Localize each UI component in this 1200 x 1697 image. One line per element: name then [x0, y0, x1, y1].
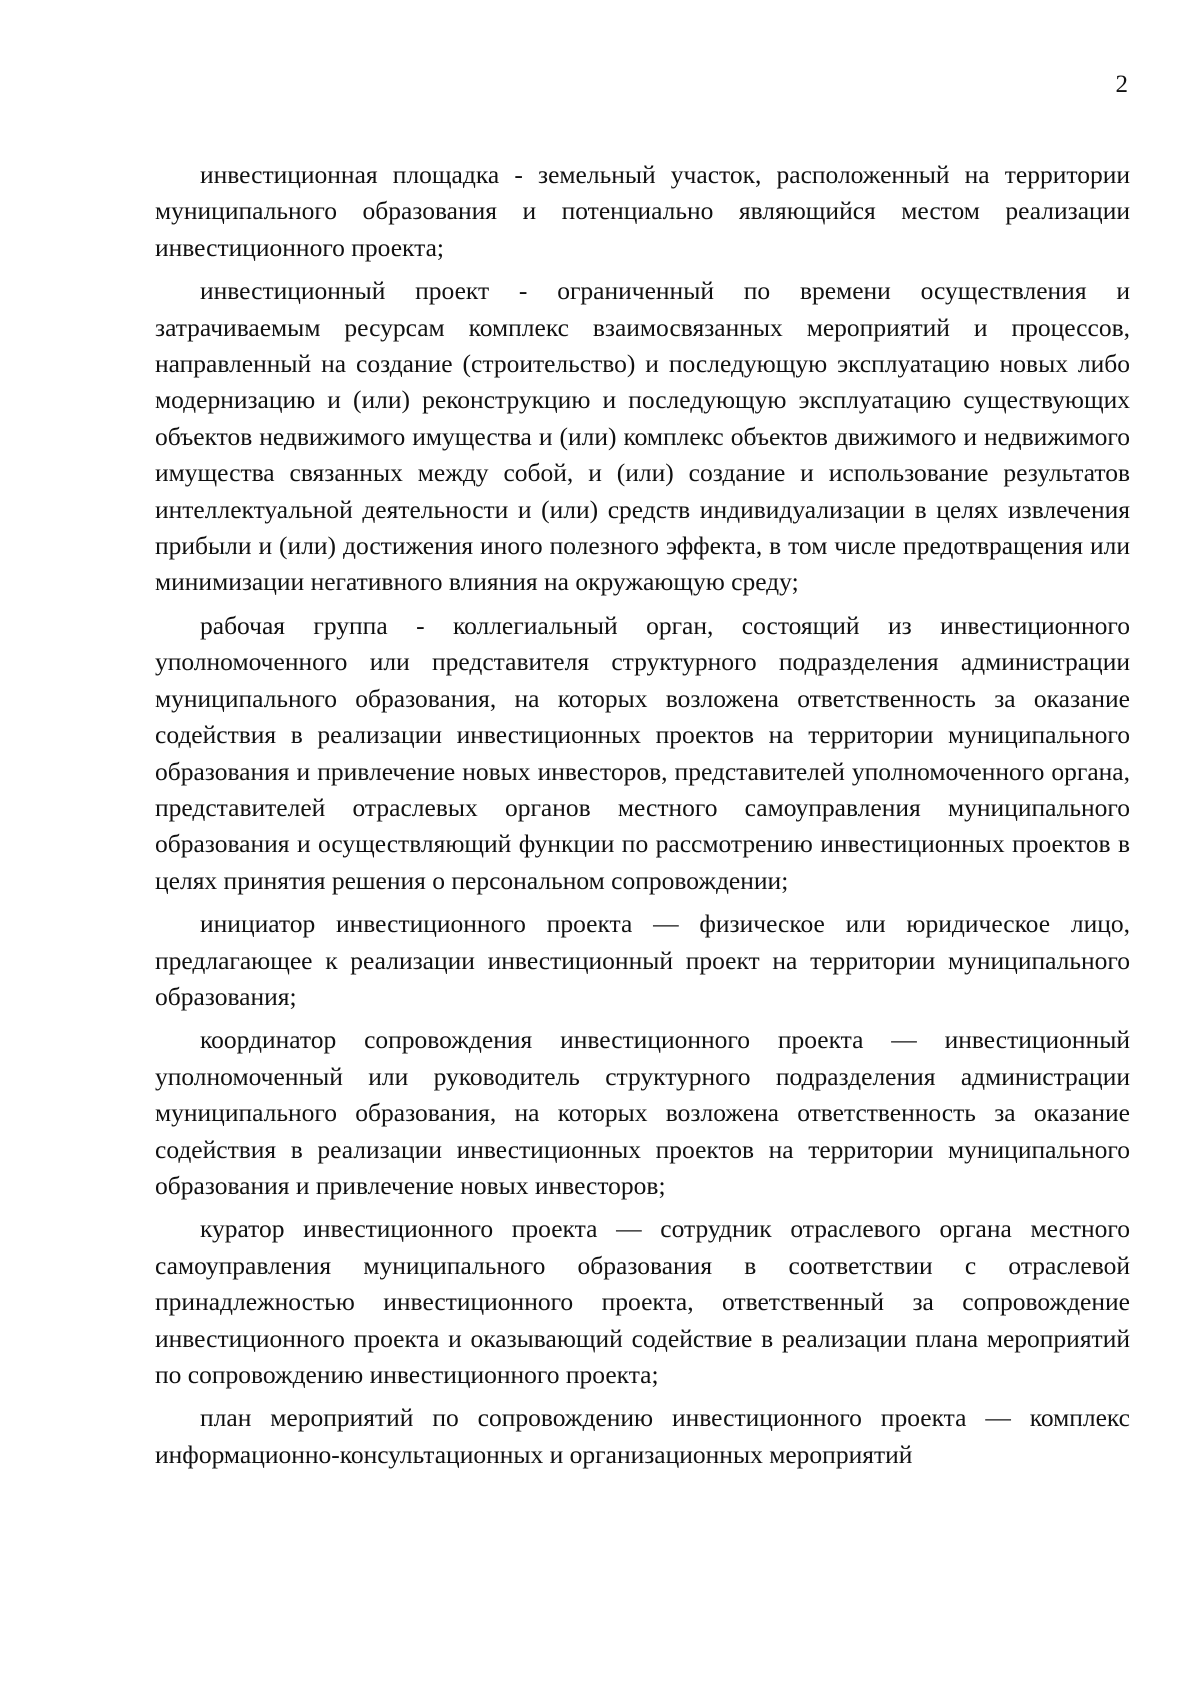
page-number: 2 — [1115, 71, 1128, 98]
paragraph-project-initiator: инициатор инвестиционного проекта — физическое или юридическое лицо, предлагающее к реализации инвестиционный проект на территории муниципального образования; — [155, 909, 1130, 1011]
paragraph-investment-site: инвестиционная площадка - земельный участок, расположенный на территории муниципального образования и потенциально являющийся местом реализации инвестиционного проекта; — [155, 160, 1130, 262]
paragraph-project-curator: куратор инвестиционного проекта — сотрудник отраслевого органа местного самоуправления муниципального образования в соответствии с отраслевой принадлежностью инвестиционного проекта, ответственный за сопровождение инвестиционного проекта и оказывающий содействие в реализации плана мероприятий по сопровождению инвестиционного проекта; — [155, 1214, 1130, 1389]
paragraph-support-plan: план мероприятий по сопровождению инвестиционного проекта — комплекс информационно-консультационных и организационных мероприятий — [155, 1403, 1130, 1469]
page-body — [155, 157, 1130, 1480]
paragraph-investment-project: инвестиционный проект - ограниченный по времени осуществления и затрачиваемым ресурсам комплекс взаимосвязанных мероприятий и процессов, направленный на создание (строительство) и последующую эксплуатацию новых либо модернизацию и (или) реконструкцию и последующую эксплуатацию существующих объектов недвижимого имущества и (или) комплекс объектов движимого и недвижимого имущества связанных между собой, и (или) создание и использование результатов интеллектуальной деятельности и (или) средств индивидуализации в целях извлечения прибыли и (или) достижения иного полезного эффекта, в том числе предотвращения или минимизации негативного влияния на окружающую среду; — [155, 276, 1130, 597]
paragraph-support-coordinator: координатор сопровождения инвестиционного проекта — инвестиционный уполномоченный или руководитель структурного подразделения администрации муниципального образования, на которых возложена ответственность за оказание содействия в реализации инвестиционных проектов на территории муниципального образования и привлечение новых инвесторов; — [155, 1025, 1130, 1200]
paragraph-working-group: рабочая группа - коллегиальный орган, состоящий из инвестиционного уполномоченного или представителя структурного подразделения администрации муниципального образования, на которых возложена ответственность за оказание содействия в реализации инвестиционных проектов на территории муниципального образования и привлечение новых инвесторов, представителей уполномоченного органа, представителей отраслевых органов местного самоуправления муниципального образования и осуществляющий функции по рассмотрению инвестиционных проектов в целях принятия решения о персональном сопровождении; — [155, 610, 1130, 895]
